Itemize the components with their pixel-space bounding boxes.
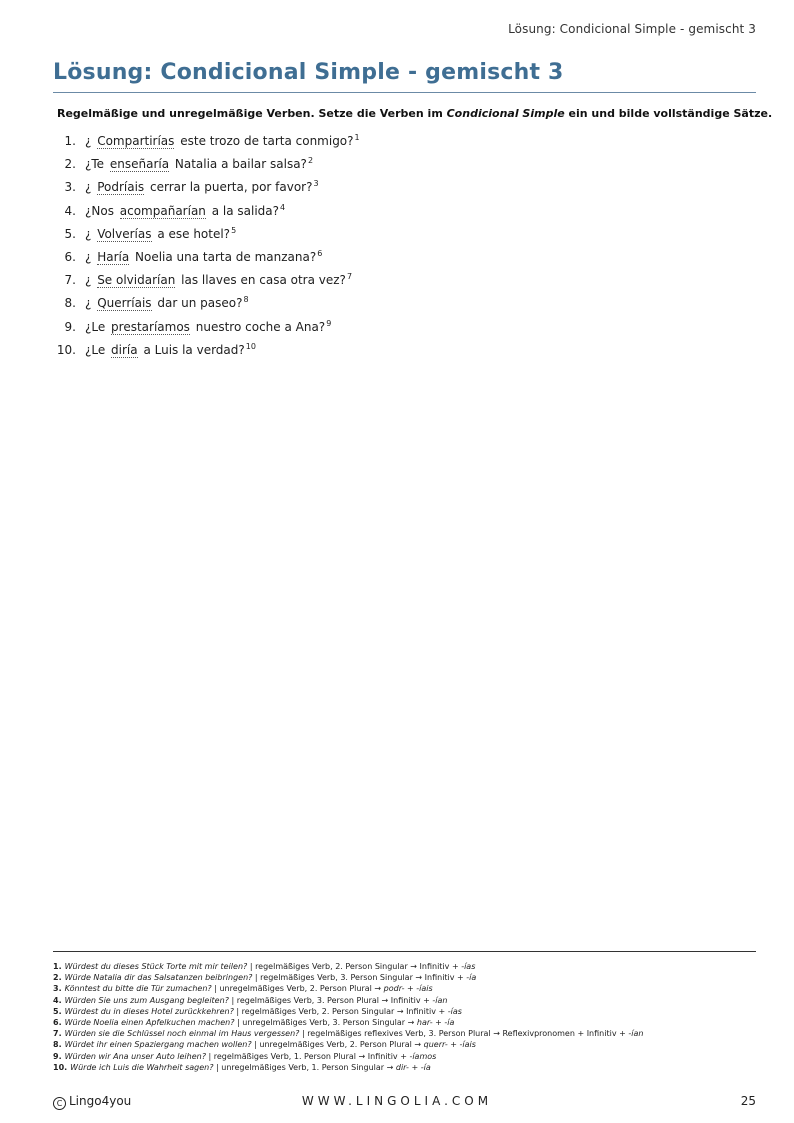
footnote-translation: Würden Sie uns zum Ausgang begleiten?	[64, 995, 229, 1005]
item-number: 1.	[64, 134, 76, 148]
exercise-item	[52, 223, 360, 246]
instruction-text	[57, 107, 772, 120]
sentence-end: cerrar la puerta, por favor?	[146, 180, 313, 195]
footnote-translation: Würdet ihr einen Spaziergang machen wollen?	[64, 1040, 252, 1050]
sentence-start: ¿Nos	[85, 203, 118, 218]
item-number: 2.	[64, 157, 76, 172]
answer-verb: diría	[111, 342, 138, 357]
footnote-list	[53, 961, 643, 1073]
title-divider	[53, 92, 756, 93]
sentence-end: a ese hotel?	[153, 226, 231, 241]
sentence-end: a Luis la verdad?	[139, 342, 245, 357]
sentence-end: Noelia una tarta de manzana?	[131, 249, 317, 264]
footnote-translation: Würden sie die Schlüssel noch einmal im Haus vergessen?	[64, 1029, 300, 1039]
footnote-number: 10.	[53, 1062, 68, 1072]
footer-website-link[interactable]: WWW.LINGOLIA.COM	[301, 1094, 493, 1108]
answer-verb: Se olvidarían	[97, 273, 176, 288]
answer-verb: prestaríamos	[111, 319, 190, 334]
footnote-number: 2.	[53, 973, 62, 983]
footnote	[53, 1051, 643, 1062]
sentence-start: ¿Te	[85, 157, 108, 172]
footnote	[53, 1017, 643, 1028]
sentence-start: ¿	[85, 296, 96, 311]
footnote-ref[interactable]: 5	[231, 225, 237, 235]
footnote-translation: Würde Noelia einen Apfelkuchen machen?	[64, 1018, 235, 1028]
sentence-start: ¿	[85, 134, 96, 148]
answer-verb: Volverías	[97, 226, 152, 241]
sentence-end: este trozo de tarta conmigo?	[176, 134, 354, 148]
sentence-end: Natalia a bailar salsa?	[171, 157, 307, 172]
footnote-divider	[53, 951, 756, 952]
footnote-translation: Könntest du bitte die Tür zumachen?	[64, 984, 212, 994]
instruction-emphasis: Condicional Simple	[446, 107, 565, 120]
footnote-number: 4.	[53, 995, 62, 1005]
footnote-number: 3.	[53, 984, 62, 994]
exercise-list	[52, 130, 360, 362]
footnote-ref[interactable]: 3	[313, 179, 319, 189]
footnote-translation: Würdest du in dieses Hotel zurückkehren?	[64, 1006, 234, 1016]
item-number: 5.	[64, 226, 76, 241]
answer-verb: Compartirías	[97, 134, 175, 148]
sentence-start: ¿Le	[85, 342, 110, 357]
footnote-explanation: | unregelmäßiges Verb, 1. Person Singular →	[213, 1062, 396, 1072]
footnote-explanation: | unregelmäßiges Verb, 2. Person Plural →	[251, 1040, 424, 1050]
footnote-explanation: | regelmäßiges Verb, 2. Person Singular → Infinitiv +	[233, 1006, 448, 1016]
footnote-ending: har- + -ía	[416, 1018, 455, 1028]
footnote	[53, 983, 643, 994]
running-header: Lösung: Condicional Simple - gemischt 3	[508, 22, 756, 36]
footnote-ending: dir- + -ía	[395, 1062, 431, 1072]
sentence-end: a la salida?	[207, 203, 280, 218]
page-title: Lösung: Condicional Simple - gemischt 3	[53, 60, 564, 85]
sentence-end: nuestro coche a Ana?	[191, 319, 326, 334]
answer-verb: enseñaría	[109, 157, 170, 172]
footnote-ref[interactable]: 2	[307, 156, 314, 166]
footnote-number: 7.	[53, 1029, 62, 1039]
footnote-explanation: | regelmäßiges Verb, 3. Person Plural → Infinitiv +	[228, 995, 433, 1005]
footnote-explanation: | regelmäßiges Verb, 3. Person Singular → Infinitiv +	[252, 973, 467, 983]
footnote-number: 6.	[53, 1018, 62, 1028]
item-number: 4.	[64, 203, 76, 218]
footnote-translation: Würdest du dieses Stück Torte mit mir teilen?	[64, 962, 248, 971]
answer-verb: Querríais	[97, 296, 152, 311]
instruction-before: Regelmäßige und unregelmäßige Verben. Setze die Verben im	[57, 107, 447, 120]
footnote-ending: -íamos	[409, 1051, 437, 1061]
footnote-number: 1.	[53, 962, 62, 971]
footnote	[53, 1028, 643, 1039]
footnote-translation: Würde ich Luis die Wahrheit sagen?	[70, 1062, 214, 1072]
footnote-ref[interactable]: 6	[317, 248, 323, 258]
footnote	[53, 1006, 643, 1017]
answer-verb: acompañarían	[119, 203, 206, 218]
exercise-item	[52, 339, 360, 362]
footnote-ref[interactable]: 8	[243, 295, 249, 305]
sentence-start: ¿	[85, 180, 96, 195]
footnote-ref[interactable]: 1	[354, 133, 360, 142]
exercise-item	[52, 130, 360, 153]
item-number: 6.	[64, 249, 76, 264]
footnote-ref[interactable]: 10	[245, 341, 256, 351]
footnote-ending: -ía	[466, 973, 477, 983]
footnote	[53, 995, 643, 1006]
footnote	[53, 961, 643, 972]
sentence-start: ¿	[85, 273, 96, 288]
sentence-end: dar un paseo?	[153, 296, 243, 311]
item-number: 3.	[64, 180, 76, 195]
footnote-ending: -ían	[432, 995, 448, 1005]
footnote-explanation: | unregelmäßiges Verb, 3. Person Singular →	[234, 1018, 417, 1028]
sentence-start: ¿Le	[85, 319, 110, 334]
item-number: 10.	[56, 342, 76, 357]
exercise-item	[52, 246, 360, 269]
footnote	[53, 1062, 643, 1073]
footnote-translation: Würden wir Ana unser Auto leihen?	[64, 1051, 206, 1061]
footnote	[53, 1039, 643, 1050]
footnote-explanation: | regelmäßiges Verb, 1. Person Plural → Infinitiv +	[205, 1051, 410, 1061]
exercise-item	[52, 292, 360, 315]
footnote-ref[interactable]: 4	[280, 202, 286, 212]
sentence-start: ¿	[85, 226, 96, 241]
footnote-number: 9.	[53, 1051, 62, 1061]
item-number: 9.	[64, 319, 76, 334]
footnote-explanation: | unregelmäßiges Verb, 2. Person Plural →	[211, 984, 384, 994]
answer-verb: Podríais	[97, 180, 145, 195]
footnote-explanation: | regelmäßiges Verb, 2. Person Singular → Infinitiv +	[247, 962, 462, 971]
footnote-ending: -ías	[447, 1006, 462, 1016]
sentence-end: las llaves en casa otra vez?	[177, 273, 346, 288]
copyright-icon: C	[53, 1097, 66, 1110]
exercise-item	[52, 200, 360, 223]
footnote-number: 5.	[53, 1006, 62, 1016]
footnote-number: 8.	[53, 1040, 62, 1050]
sentence-start: ¿	[85, 249, 96, 264]
exercise-item	[52, 316, 360, 339]
footnote-ref[interactable]: 7	[346, 272, 353, 282]
footnote-ending: podr- + -íais	[383, 984, 433, 994]
answer-verb: Haría	[97, 249, 130, 264]
brand-name: Lingo4you	[69, 1094, 132, 1108]
footnote	[53, 972, 643, 983]
item-number: 8.	[64, 296, 76, 311]
exercise-item	[52, 176, 360, 199]
exercise-item	[52, 269, 360, 292]
footnote-ending: -ías	[461, 962, 476, 971]
footnote-ref[interactable]: 9	[326, 318, 332, 328]
exercise-item	[52, 153, 360, 176]
page-number: 25	[740, 1094, 756, 1108]
item-number: 7.	[64, 273, 76, 288]
footnote-translation: Würde Natalia dir das Salsatanzen beibringen?	[64, 973, 253, 983]
footnote-explanation: | regelmäßiges reflexives Verb, 3. Person Plural → Reflexivpronomen + Infinitiv +	[299, 1029, 629, 1039]
instruction-after: ein und bilde vollständige Sätze.	[564, 107, 773, 120]
footnote-ending: querr- + -íais	[423, 1040, 476, 1050]
footnote-ending: -ían	[628, 1029, 644, 1039]
